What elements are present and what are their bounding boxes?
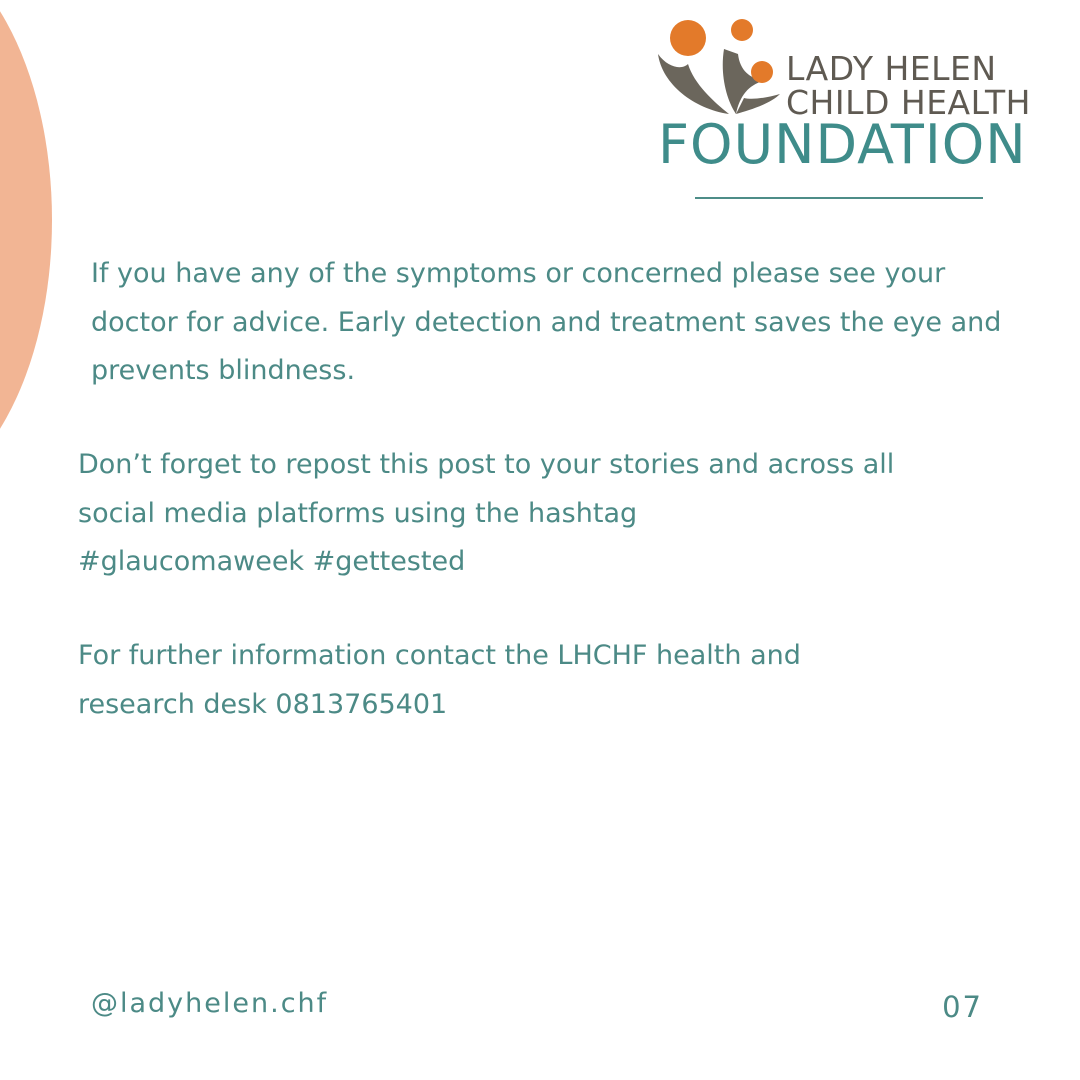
page-number: 07 bbox=[942, 990, 983, 1024]
advice-paragraph: If you have any of the symptoms or concerned please see your doctor for advice. Early detection and treatment saves the eye and prevents blindness. bbox=[91, 258, 1002, 386]
logo-text-foundation: FOUNDATION bbox=[658, 113, 1027, 176]
social-handle: @ladyhelen.chf bbox=[91, 988, 329, 1019]
decorative-circle bbox=[0, 0, 52, 500]
header-divider bbox=[695, 197, 983, 199]
hashtags: #glaucomaweek #gettested bbox=[78, 546, 466, 577]
contact-line-2: research desk 0813765401 bbox=[78, 688, 448, 720]
logo-text-lady-helen: LADY HELEN bbox=[786, 49, 997, 88]
logo-text-child-health: CHILD HEALTH bbox=[786, 83, 1031, 122]
contact-paragraph bbox=[78, 632, 1038, 729]
repost-line-1: Don’t forget to repost this post to your stories and across all bbox=[78, 449, 895, 480]
foundation-logo bbox=[654, 14, 1064, 174]
repost-paragraph bbox=[78, 441, 1038, 587]
contact-line-1: For further information contact the LHCHF health and bbox=[78, 640, 801, 671]
repost-line-2: social media platforms using the hashtag bbox=[78, 497, 638, 529]
